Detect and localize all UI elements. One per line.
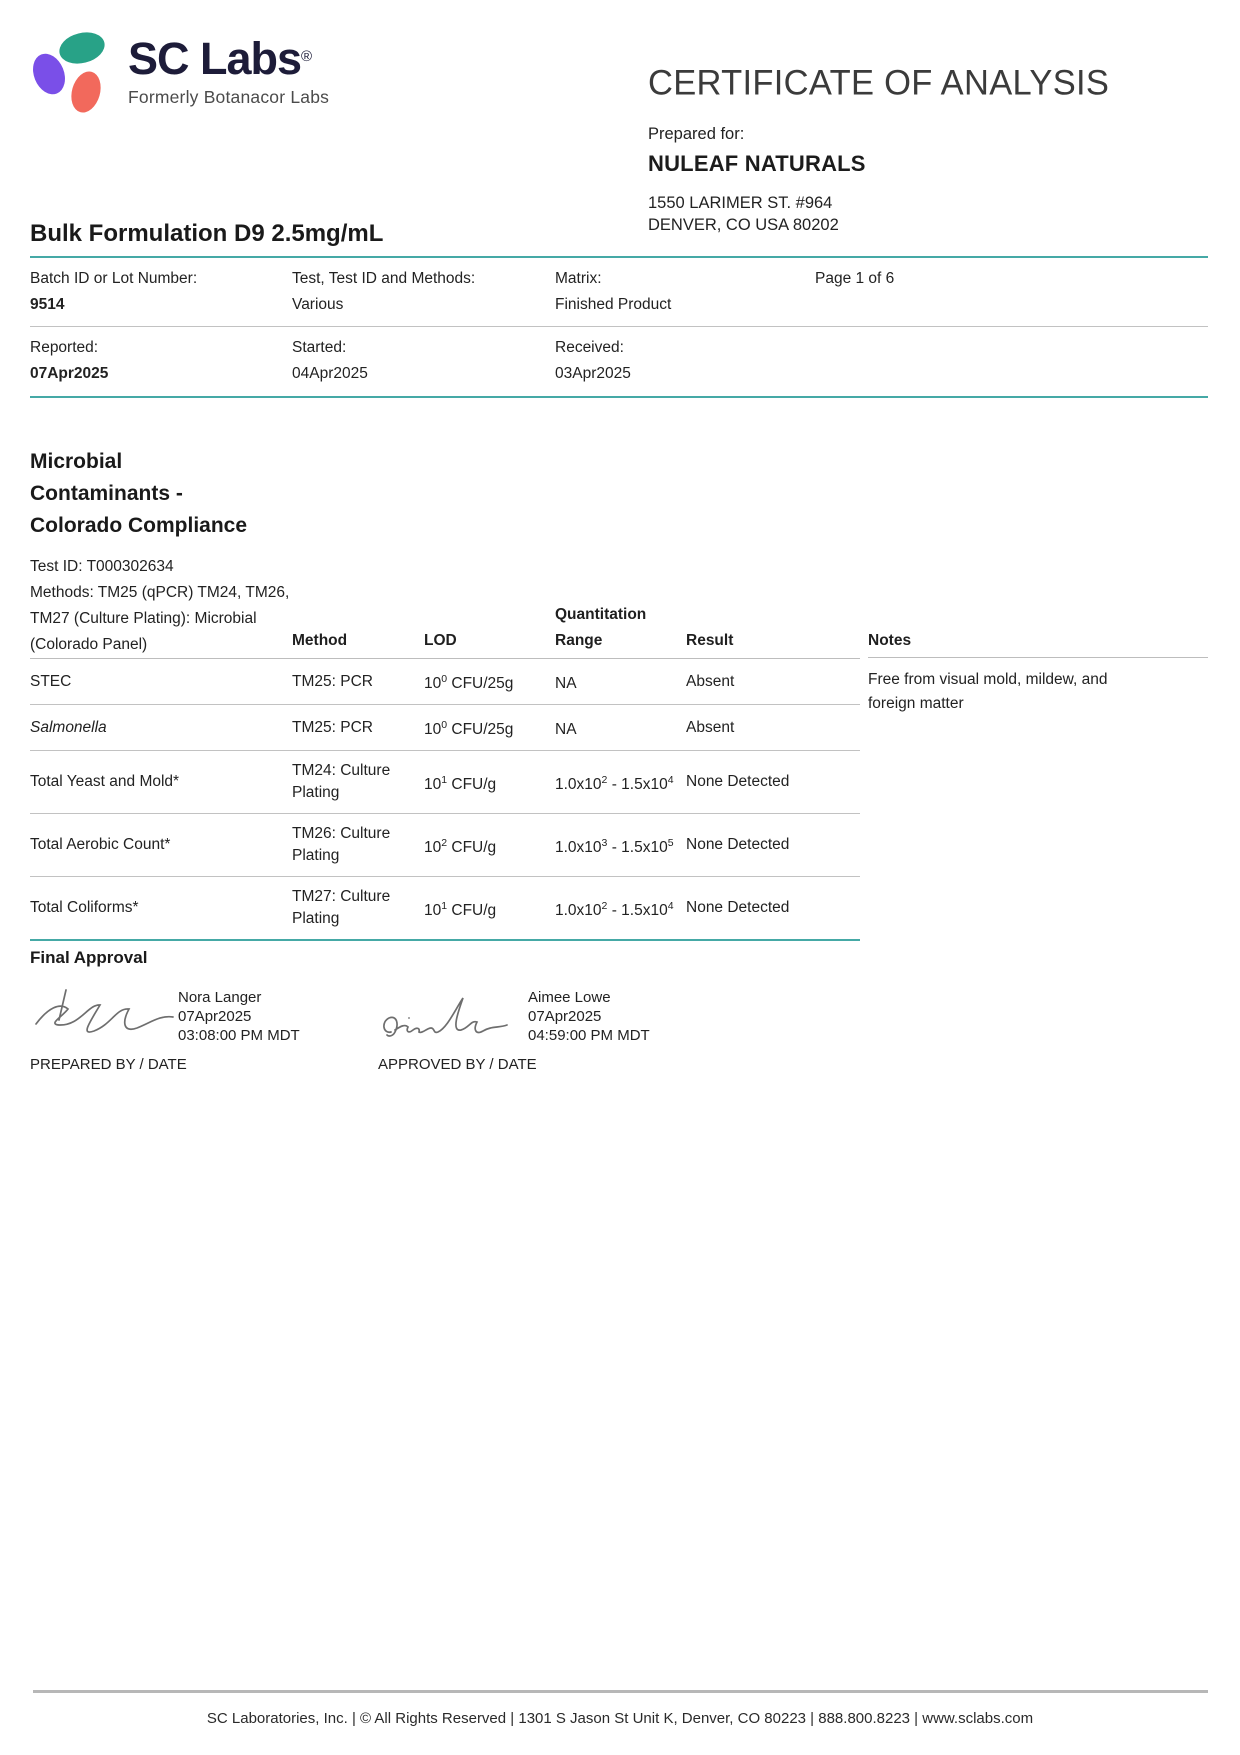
started-cell <box>292 339 368 383</box>
received-value: 03Apr2025 <box>555 365 631 382</box>
reported-value: 07Apr2025 <box>30 365 109 382</box>
lod-unit: CFU/g <box>447 775 497 793</box>
section-heading-line1: Microbial <box>30 450 123 473</box>
range-low: 1.0x10 <box>555 775 602 793</box>
table-row <box>30 814 860 877</box>
batch-id-cell <box>30 270 197 314</box>
approver-date: 07Apr2025 <box>528 1008 602 1025</box>
method-cell: TM25: PCR <box>292 718 373 736</box>
reported-label: Reported: <box>30 339 99 356</box>
footer-text: SC Laboratories, Inc. | © All Rights Reserved | 1301 S Jason St Unit K, Denver, CO 80223 | 888.800.8223 | www.sclabs.com <box>206 1710 1034 1727</box>
range-cell <box>555 832 686 859</box>
test-id: Test ID: T000302634 <box>30 558 174 575</box>
sc-labs-logo-icon <box>30 28 112 120</box>
approver-time: 04:59:00 PM MDT <box>528 1027 650 1044</box>
lod-cell <box>424 832 555 859</box>
sample-info-table <box>30 256 1208 398</box>
started-label: Started: <box>292 339 347 356</box>
range-low-exponent: 2 <box>601 773 608 786</box>
section-heading-line2: Contaminants - <box>30 482 183 505</box>
analyte-cell: Total Yeast and Mold* <box>30 773 180 791</box>
methods-line1: Methods: TM25 (qPCR) TM24, TM26, <box>30 584 290 601</box>
microbial-results-table <box>30 658 860 941</box>
info-row-1 <box>30 258 1208 327</box>
lod-base: 10 <box>424 775 442 793</box>
range-high-exponent: 4 <box>667 773 674 786</box>
matrix-cell <box>555 270 671 314</box>
lod-cell <box>424 769 555 796</box>
footer-rule <box>33 1690 1208 1693</box>
brand-text: SC Labs <box>128 33 302 84</box>
section-heading <box>30 446 1208 542</box>
column-header-notes: Notes <box>868 632 912 649</box>
matrix-label: Matrix: <box>555 270 602 287</box>
product-title: Bulk Formulation D9 2.5mg/mL <box>30 220 384 247</box>
reported-cell <box>30 339 108 383</box>
microbial-section <box>30 446 1208 941</box>
column-header-result: Result <box>686 632 734 649</box>
range-high: - 1.5x10 <box>607 901 668 919</box>
prepared-for-label: Prepared for: <box>648 125 745 143</box>
lod-exponent: 1 <box>441 899 448 912</box>
page-indicator-cell <box>815 270 894 288</box>
prepared-signature-image <box>30 984 180 1046</box>
client-address <box>648 192 1213 236</box>
table-row <box>30 659 860 705</box>
received-cell <box>555 339 631 383</box>
table-row <box>30 877 860 941</box>
result-cell: Absent <box>686 672 735 690</box>
method-cell: TM27: Culture Plating <box>292 888 391 928</box>
prepared-by-caption: PREPARED BY / DATE <box>30 1056 187 1073</box>
column-header-quantitation: Quantitation <box>555 606 647 623</box>
lod-unit: CFU/25g <box>447 675 514 693</box>
range-high-exponent: 5 <box>667 836 674 849</box>
received-label: Received: <box>555 339 624 356</box>
brand-block <box>128 34 329 108</box>
range-high: - 1.5x10 <box>607 838 668 856</box>
lod-exponent: 0 <box>441 719 448 732</box>
lod-base: 10 <box>424 721 442 739</box>
info-row-2 <box>30 327 1208 396</box>
client-address-line1: 1550 LARIMER ST. #964 <box>648 194 833 212</box>
lod-exponent: 0 <box>441 673 448 685</box>
range-high: - 1.5x10 <box>607 775 668 793</box>
lod-unit: CFU/25g <box>447 721 514 739</box>
lod-cell <box>424 895 555 922</box>
range-cell <box>555 769 686 796</box>
result-cell: Absent <box>686 718 735 736</box>
lod-unit: CFU/g <box>447 838 497 856</box>
lod-base: 10 <box>424 901 442 919</box>
range-low: NA <box>555 721 577 739</box>
range-low: 1.0x10 <box>555 838 602 856</box>
final-approval-heading: Final Approval <box>30 948 148 967</box>
page-indicator: Page 1 of 6 <box>815 270 895 287</box>
lod-base: 10 <box>424 838 442 856</box>
lod-exponent: 2 <box>441 836 448 849</box>
column-header-lod: LOD <box>424 632 457 649</box>
lod-exponent: 1 <box>441 773 448 786</box>
table-row <box>30 751 860 814</box>
column-header-method: Method <box>292 632 348 649</box>
result-cell: None Detected <box>686 773 790 791</box>
analyte-cell: Total Coliforms* <box>30 899 139 917</box>
analyte-cell: Salmonella <box>30 718 107 736</box>
lod-base: 10 <box>424 675 442 693</box>
range-cell <box>555 895 686 922</box>
preparer-name: Nora Langer <box>178 989 262 1006</box>
range-high-exponent: 4 <box>667 899 674 912</box>
analyte-cell: Total Aerobic Count* <box>30 836 171 854</box>
method-cell: TM25: PCR <box>292 672 373 690</box>
approver-info <box>528 988 650 1045</box>
method-cell: TM24: Culture Plating <box>292 762 391 802</box>
range-low-exponent: 2 <box>601 899 608 912</box>
test-methods-label: Test, Test ID and Methods: <box>292 270 476 287</box>
column-header-range: Range <box>555 632 603 649</box>
method-cell: TM26: Culture Plating <box>292 825 391 865</box>
client-address-line2: DENVER, CO USA 80202 <box>648 216 839 234</box>
matrix-value: Finished Product <box>555 296 672 313</box>
signature-row <box>30 978 1208 1098</box>
methods-line3: (Colorado Panel) <box>30 636 148 653</box>
range-cell <box>555 668 686 695</box>
range-low: 1.0x10 <box>555 901 602 919</box>
certificate-title: CERTIFICATE OF ANALYSIS <box>648 64 1110 103</box>
final-approval-section <box>30 948 1208 1098</box>
approved-signature-image <box>375 990 520 1048</box>
lod-cell <box>424 714 555 741</box>
registered-mark: ® <box>301 48 312 65</box>
section-heading-line3: Colorado Compliance <box>30 514 248 537</box>
test-methods-value: Various <box>292 296 344 313</box>
brand-name <box>128 34 329 84</box>
range-low-exponent: 3 <box>601 836 608 849</box>
lod-cell <box>424 668 555 695</box>
batch-id-label: Batch ID or Lot Number: <box>30 270 198 287</box>
notes-value: Free from visual mold, mildew, and foreign matter <box>868 671 1108 712</box>
preparer-date: 07Apr2025 <box>178 1008 252 1025</box>
range-cell <box>555 714 686 741</box>
result-cell: None Detected <box>686 899 790 917</box>
client-name: NULEAF NATURALS <box>648 151 866 176</box>
started-value: 04Apr2025 <box>292 365 368 382</box>
methods-line2: TM27 (Culture Plating): Microbial <box>30 610 257 627</box>
preparer-time: 03:08:00 PM MDT <box>178 1027 300 1044</box>
notes-header-rule <box>868 657 1208 658</box>
table-row <box>30 705 860 751</box>
brand-tagline: Formerly Botanacor Labs <box>128 87 330 107</box>
certificate-header <box>648 64 1213 236</box>
range-low: NA <box>555 675 577 693</box>
result-cell: None Detected <box>686 836 790 854</box>
test-meta <box>30 554 298 658</box>
preparer-info <box>178 988 300 1045</box>
batch-id-value: 9514 <box>30 296 65 313</box>
analyte-cell: STEC <box>30 672 72 690</box>
test-methods-cell <box>292 270 475 314</box>
microbial-table-header <box>30 446 1208 658</box>
approved-by-caption: APPROVED BY / DATE <box>378 1056 537 1073</box>
approver-name: Aimee Lowe <box>528 989 611 1006</box>
lod-unit: CFU/g <box>447 901 497 919</box>
